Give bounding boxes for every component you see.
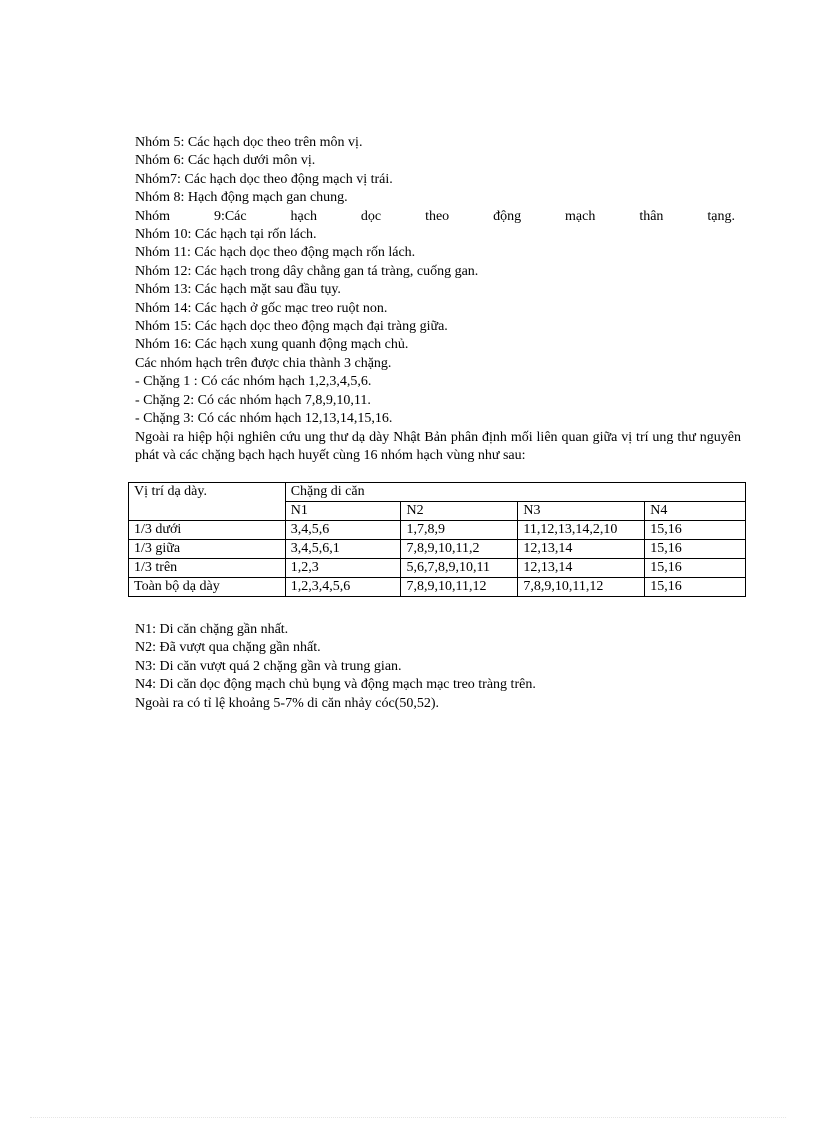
table-cell: 5,6,7,8,9,10,11 bbox=[401, 559, 518, 578]
table-cell: 15,16 bbox=[645, 540, 746, 559]
group-line: Nhóm 14: Các hạch ở gốc mạc treo ruột non. bbox=[135, 300, 388, 316]
word: thân bbox=[639, 208, 664, 224]
table-cell: 7,8,9,10,11,2 bbox=[401, 540, 518, 559]
table-cell: 15,16 bbox=[645, 521, 746, 540]
table-cell: 1,2,3,4,5,6 bbox=[285, 578, 401, 597]
table-cell: 12,13,14 bbox=[518, 559, 645, 578]
table-cell: 3,4,5,6 bbox=[285, 521, 401, 540]
word: mạch bbox=[565, 208, 596, 224]
table-cell: 12,13,14 bbox=[518, 540, 645, 559]
station-line: - Chặng 1 : Có các nhóm hạch 1,2,3,4,5,6. bbox=[135, 374, 372, 390]
group-line: Nhóm 5: Các hạch dọc theo trên môn vị. bbox=[135, 135, 363, 150]
word: Nhóm bbox=[135, 208, 170, 224]
note-line: Ngoài ra có tỉ lệ khoảng 5-7% di căn nhảy cóc(50,52). bbox=[135, 695, 440, 711]
location-cell: 1/3 giữa bbox=[129, 540, 286, 559]
metastasis-table bbox=[128, 482, 746, 597]
group-line: Nhóm 12: Các hạch trong dây chằng gan tá tràng, cuống gan. bbox=[135, 263, 479, 279]
group-line: Nhóm 8: Hạch động mạch gan chung. bbox=[135, 190, 348, 206]
group-line: Nhóm 15: Các hạch dọc theo động mạch đại tràng giữa. bbox=[135, 319, 448, 335]
note-line: N2: Đã vượt qua chặng gần nhất. bbox=[135, 640, 321, 656]
table-row bbox=[129, 578, 746, 597]
group-9-line bbox=[135, 208, 735, 226]
location-cell: 1/3 trên bbox=[129, 559, 286, 578]
note-line: N3: Di căn vượt quá 2 chặng gần và trung gian. bbox=[135, 658, 402, 674]
legend-notes bbox=[135, 621, 745, 713]
table-cell: 7,8,9,10,11,12 bbox=[401, 578, 518, 597]
subheader-cell: N2 bbox=[401, 502, 518, 521]
table-cell: 15,16 bbox=[645, 578, 746, 597]
group-line: Nhóm 6: Các hạch dưới môn vị. bbox=[135, 153, 316, 169]
table-cell: 1,2,3 bbox=[285, 559, 401, 578]
group-line: Nhóm 16: Các hạch xung quanh động mạch chủ. bbox=[135, 337, 409, 353]
intro-paragraph: Ngoài ra hiệp hội nghiên cứu ung thư dạ dày Nhật Bản phân định mối liên quan giữa vị trí ung thư nguyên phát và các chặng bạch hạch huyết cùng 16 nhóm hạch vùng như sau: bbox=[135, 429, 741, 463]
header-group-cell: Chặng di căn bbox=[285, 483, 745, 502]
table-header-row bbox=[129, 483, 746, 502]
stations-intro: Các nhóm hạch trên được chia thành 3 chặng. bbox=[135, 355, 392, 371]
table-cell: 3,4,5,6,1 bbox=[285, 540, 401, 559]
table-cell: 7,8,9,10,11,12 bbox=[518, 578, 645, 597]
lymph-node-groups-text bbox=[135, 134, 745, 465]
subheader-cell: N4 bbox=[645, 502, 746, 521]
station-line: - Chặng 2: Có các nhóm hạch 7,8,9,10,11. bbox=[135, 392, 371, 408]
word: hạch bbox=[290, 208, 317, 224]
table-row bbox=[129, 521, 746, 540]
note-line: N4: Di căn dọc động mạch chủ bụng và động mạch mạc treo tràng trên. bbox=[135, 677, 536, 693]
table-row bbox=[129, 559, 746, 578]
table-cell: 15,16 bbox=[645, 559, 746, 578]
word: 9:Các bbox=[213, 208, 247, 224]
word: động bbox=[493, 208, 522, 224]
group-line: Nhóm 10: Các hạch tại rốn lách. bbox=[135, 227, 317, 243]
location-cell: 1/3 dưới bbox=[129, 521, 286, 540]
header-location-cell: Vị trí dạ dày. bbox=[129, 483, 286, 521]
subheader-cell: N3 bbox=[518, 502, 645, 521]
group-line: Nhóm7: Các hạch dọc theo động mạch vị trái. bbox=[135, 171, 393, 187]
table-row bbox=[129, 540, 746, 559]
note-line: N1: Di căn chặng gần nhất. bbox=[135, 622, 289, 637]
word: theo bbox=[425, 208, 450, 224]
table-cell: 1,7,8,9 bbox=[401, 521, 518, 540]
word: dọc bbox=[360, 208, 382, 224]
group-line: Nhóm 13: Các hạch mặt sau đầu tụy. bbox=[135, 282, 341, 298]
group-line: Nhóm 11: Các hạch dọc theo động mạch rốn lách. bbox=[135, 245, 416, 261]
table-cell: 11,12,13,14,2,10 bbox=[518, 521, 645, 540]
page-bottom-divider bbox=[30, 1117, 786, 1118]
location-cell: Toàn bộ dạ dày bbox=[129, 578, 286, 597]
word: tạng. bbox=[707, 208, 735, 224]
subheader-cell: N1 bbox=[285, 502, 401, 521]
station-line: - Chặng 3: Có các nhóm hạch 12,13,14,15,16. bbox=[135, 411, 393, 427]
